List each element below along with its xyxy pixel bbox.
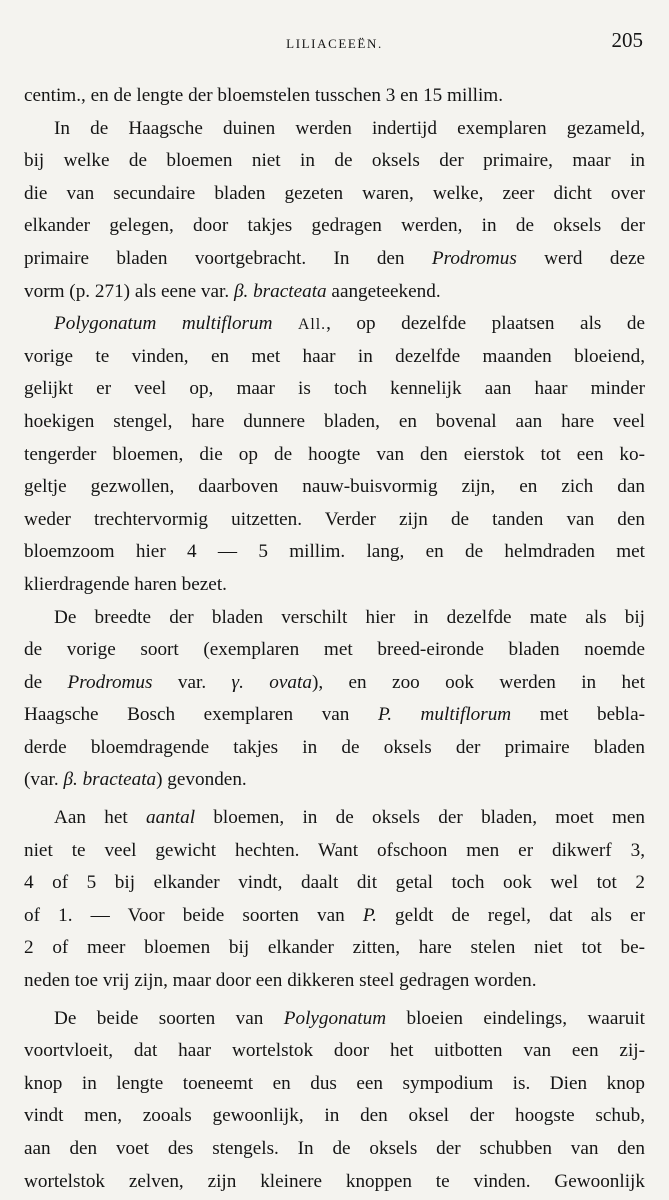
text-line (24, 439, 645, 472)
text-segment: de vorige soort (exemplaren met breed-eironde bladen noemde (24, 639, 645, 661)
text-line (24, 1166, 645, 1199)
text-segment: met bebla- (511, 704, 645, 726)
text-segment: die van secundaire bladen gezeten waren, welke, zeer dicht over (24, 182, 645, 204)
text-line (24, 471, 645, 504)
text-line (24, 1035, 645, 1068)
text-segment: wortelstok zelven, zijn kleinere knoppen te vinden. Gewoonlijk (24, 1170, 645, 1192)
text-segment: vindt men, zooals gewoonlijk, in den oksel der hoogste schub, (24, 1105, 645, 1127)
text-segment: bloemen, in de oksels der bladen, moet men (195, 807, 645, 829)
italic-text: Polygonatum (283, 1007, 387, 1029)
text-line (24, 113, 645, 146)
text-line (24, 835, 645, 868)
running-head: LILIACEEËN. (286, 36, 383, 51)
text-line (24, 341, 645, 374)
text-segment: geltje gezwollen, daarboven nauw-buisvormig zijn, en zich dan (24, 476, 645, 498)
text-segment: neden toe vrij zijn, maar door een dikkeren steel gedragen worden. (24, 970, 537, 992)
text-segment: primaire bladen voortgebracht. In den (24, 247, 432, 269)
italic-text: Polygonatum multiflorum (54, 313, 273, 335)
text-segment: vorm (p. 271) als eene var. (24, 280, 234, 302)
italic-text: Prodromus (431, 247, 517, 269)
italic-text: Prodromus (67, 671, 153, 693)
text-line (24, 764, 645, 797)
text-segment: bloemzoom hier 4 — 5 millim. lang, en de helmdraden met (24, 541, 645, 563)
text-segment: In de Haagsche duinen werden indertijd exemplaren gezameld, (54, 117, 645, 139)
text-line (24, 308, 645, 341)
italic-text: P. multiflorum (377, 704, 512, 726)
page-number: 205 (611, 28, 643, 52)
text-line (24, 80, 645, 113)
text-line (24, 965, 645, 998)
text-line (24, 210, 645, 243)
italic-text: β. bracteata (233, 280, 327, 302)
text-line (24, 932, 645, 965)
text-segment: of 1. — Voor beide soorten van (24, 904, 363, 926)
body-text (24, 80, 645, 1198)
text-segment: var. (152, 671, 232, 693)
text-line (24, 145, 645, 178)
text-segment: De beide soorten van (54, 1007, 284, 1029)
text-segment: 2 of meer bloemen bij elkander zitten, hare stelen niet tot be- (24, 937, 645, 959)
text-segment: Haagsche Bosch exemplaren van (24, 704, 378, 726)
text-line (24, 802, 645, 835)
text-line (24, 900, 645, 933)
text-segment: Aan het (54, 807, 146, 829)
text-line (24, 1068, 645, 1101)
text-segment: derde bloemdragende takjes in de oksels der primaire bladen (24, 736, 645, 758)
italic-text: β. bracteata (63, 769, 157, 791)
page-header (24, 28, 645, 62)
text-segment: geldt de regel, dat als er (376, 904, 645, 926)
text-segment: weder trechtervormig uitzetten. Verder zijn de tanden van den (24, 508, 645, 530)
text-line (24, 504, 645, 537)
text-segment: ), en zoo ook werden in het (311, 671, 645, 693)
italic-text: γ. ovata (231, 671, 312, 693)
text-segment: , op dezelfde plaatsen als de (326, 313, 646, 335)
text-line (24, 1003, 645, 1036)
text-line (24, 667, 645, 700)
text-line (24, 406, 645, 439)
italic-text: aantal (145, 807, 196, 829)
text-segment (272, 313, 298, 334)
text-segment: 4 of 5 bij elkander vindt, daalt dit getal toch ook wel tot 2 (24, 872, 645, 894)
text-line (24, 699, 645, 732)
text-segment: centim., en de lengte der bloemstelen tusschen 3 en 15 millim. (24, 85, 504, 106)
text-segment: vorige te vinden, en met haar in dezelfde maanden bloeiend, (24, 345, 645, 367)
text-segment: niet te veel gewicht hechten. Want ofschoon men er dikwerf 3, (24, 839, 645, 861)
text-line (24, 243, 645, 276)
text-segment: werd deze (516, 247, 645, 269)
text-segment: voortvloeit, dat haar wortelstok door het uitbotten van een zij- (24, 1040, 645, 1062)
text-segment: De breedte der bladen verschilt hier in dezelfde mate als bij (54, 606, 645, 628)
text-segment: aangeteekend. (326, 280, 441, 302)
text-line (24, 276, 645, 309)
text-segment: tengerder bloemen, die op de hoogte van den eierstok tot een ko- (24, 443, 645, 465)
text-segment: klierdragende haren bezet. (24, 573, 227, 595)
text-line (24, 1133, 645, 1166)
text-segment: elkander gelegen, door takjes gedragen werden, in de oksels der (24, 215, 645, 237)
text-line (24, 569, 645, 602)
italic-text: P. (362, 904, 377, 926)
text-segment: bloeien eindelings, waaruit (386, 1007, 645, 1029)
text-segment: gelijkt er veel op, maar is toch kennelijk aan haar minder (24, 378, 645, 400)
text-line (24, 373, 645, 406)
text-line (24, 634, 645, 667)
text-segment: (var. (24, 769, 64, 791)
text-line (24, 1100, 645, 1133)
text-segment: aan den voet des stengels. In de oksels der schubben van den (24, 1138, 645, 1159)
text-line (24, 536, 645, 569)
text-segment: bij welke de bloemen niet in de oksels der primaire, maar in (24, 150, 645, 172)
text-line (24, 732, 645, 765)
text-segment: hoekigen stengel, hare dunnere bladen, en bovenal aan hare veel (24, 410, 645, 432)
text-line (24, 602, 645, 635)
text-segment: knop in lengte toeneemt en dus een sympodium is. Dien knop (24, 1072, 645, 1094)
text-line (24, 178, 645, 211)
text-segment: ) gevonden. (156, 769, 247, 791)
text-segment: All. (298, 316, 327, 334)
text-line (24, 867, 645, 900)
text-segment: de (24, 671, 68, 693)
